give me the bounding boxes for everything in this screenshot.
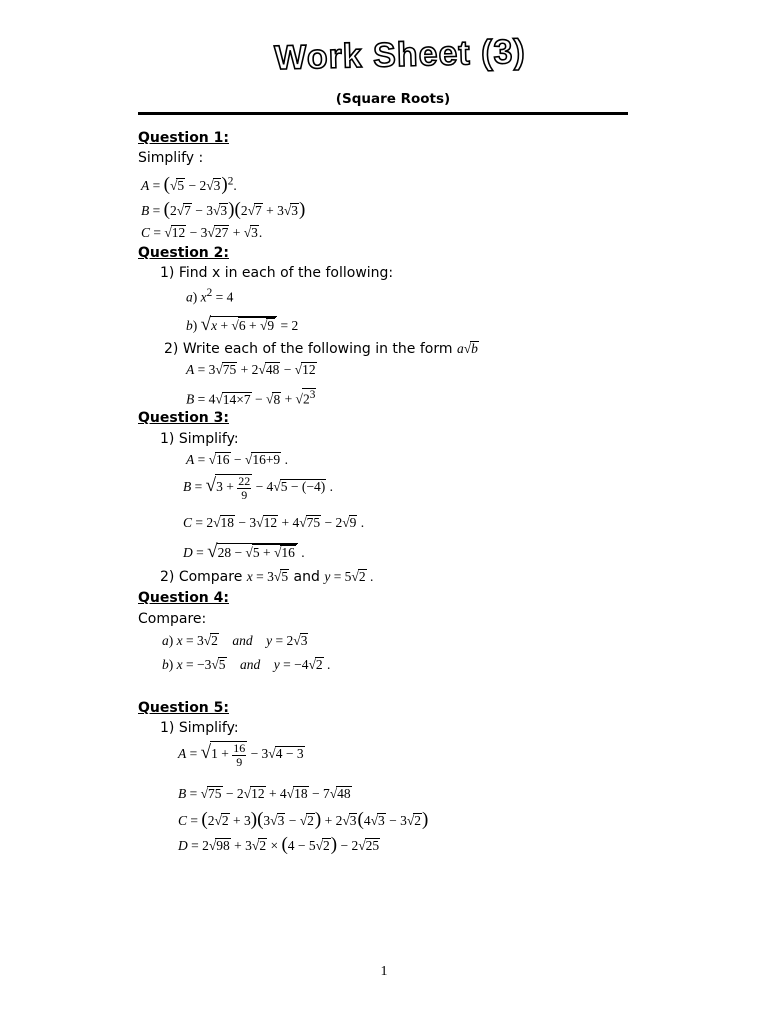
title-divider <box>138 112 628 115</box>
q3-compare-expression: x = 3√5 <box>246 569 289 584</box>
q2-part-2-text: 2) Write each of the following in the form <box>164 341 453 357</box>
q5-part-1-label: 1) Simplify: <box>160 720 239 736</box>
q1-expression-c: C = √12 − 3√27 + √3. <box>141 225 263 240</box>
q2-part-2-label <box>164 341 479 357</box>
q4-item-b: b) x = −3√5 and y = −4√2 . <box>162 657 331 672</box>
question-1-instruction: Simplify : <box>138 150 204 166</box>
question-4-heading: Question 4: <box>138 590 229 606</box>
q2-form-expression: a√b <box>456 341 478 356</box>
worksheet-subtitle: (Square Roots) <box>335 91 451 107</box>
q3-item-a: A = √16 − √16+9 . <box>186 452 288 467</box>
q2-item-b: b) √x + √6 + √9 = 2 <box>186 314 299 335</box>
q5-item-a: A = √1 + $\frac{16}{9}$ − 3√4 − 3 <box>178 741 304 769</box>
question-5-heading: Question 5: <box>138 700 229 716</box>
question-4-instruction: Compare: <box>138 611 207 627</box>
q3-part-1-label: 1) Simplify: <box>160 431 239 447</box>
q1-expression-a: $A = (√5 - 2√3)^2$. <box>141 174 237 195</box>
q3-item-b: B = √3 + $\frac{22}{9}$ − 4√5 − (−4) . <box>183 474 333 502</box>
q1-expression-b: B = (2√7 − 3√3)(2√7 + 3√3) <box>141 199 306 220</box>
q2-write-b: $B = 4√14\times 7 - √8 + √2^3$ <box>186 389 316 407</box>
q3-compare-expression-y: y = 5√2 . <box>324 569 374 584</box>
worksheet-title: Work Sheet (3) <box>273 32 527 78</box>
q5-item-d: D = 2√98 + 3√2 × (4 − 5√2) − 2√25 <box>178 834 380 855</box>
question-3-heading: Question 3: <box>138 410 229 426</box>
q3-item-c: C = 2√18 − 3√12 + 4√75 − 2√9 . <box>183 515 365 530</box>
question-2-heading: Question 2: <box>138 245 229 261</box>
q2-item-a: a) $x^2 = 4$ <box>186 287 234 305</box>
q4-item-a: a) x = 3√2 and y = 2√3 <box>162 633 308 648</box>
q3-part-2: 2) Compare x = 3√5 and y = 5√2 . <box>160 569 374 585</box>
q3-part-2-label: 2) Compare <box>160 569 243 585</box>
page-number: 1 <box>380 964 388 979</box>
q2-write-a: A = 3√75 + 2√48 − √12 <box>186 362 316 377</box>
q5-item-b: B = √75 − 2√12 + 4√18 − 7√48 <box>178 786 351 801</box>
q2-part-1-label: 1) Find x in each of the following: <box>160 265 394 281</box>
q3-item-d: D = √28 − √5 + √16 . <box>183 541 305 562</box>
question-1-heading: Question 1: <box>138 130 229 146</box>
q5-item-c: C = (2√2 + 3)(3√3 − √2) + 2√3(4√3 − 3√2) <box>178 809 429 830</box>
